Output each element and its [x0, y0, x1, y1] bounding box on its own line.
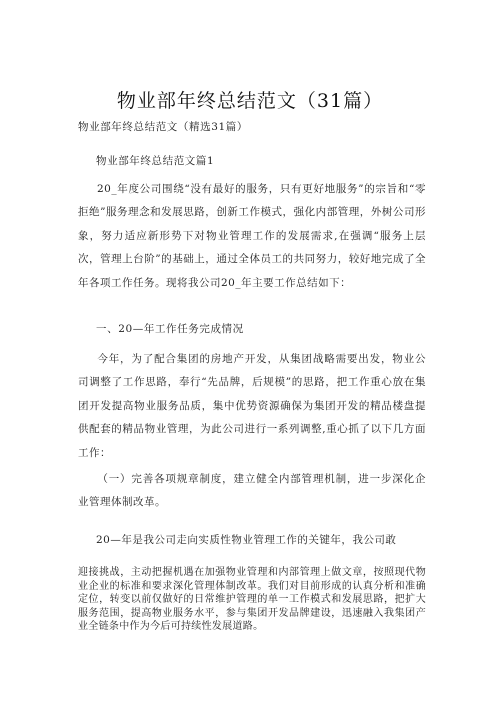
paragraph-challenge: 迎接挑战，主动把握机遇在加强物业管理和内部管理上做文章，按照现代物业企业的标准和要求深化管理体制改革。我们对目前形成的认真分析和准确定位，转变以前仅做好的日常维护管理的单一工作模式和发展思路，把扩大服务范围，提高物业服务水平，参与集团开发品牌建设，迅速融入我集团产业全链条中作为今后可持续性发展道路。	[78, 567, 426, 632]
paragraph-adjustment-text: 今年，为了配合集团的房地产开发，从集团战略需要出发，物业公司调整了工作思路，奉行“先品牌，后规模”的思路，把工作重心放在集团开发提高物业服务品质，集中优势资源确保为集团开发的精品楼盘提供配套的精品物业管理，为此公司进行一系列调整,重心抓了以下几方面工作：	[78, 353, 426, 459]
heading-task-completion: 一、20—年工作任务完成情况	[96, 323, 244, 335]
document-subtitle: 物业部年终总结范文（精选31篇）	[78, 121, 248, 133]
paragraph-regulations-text: （一）完善各项规章制度，建立健全内部管理机制，进一步深化企业管理体制改革。	[78, 473, 426, 509]
section-heading: 物业部年终总结范文篇1	[96, 155, 215, 167]
paragraph-intro	[78, 178, 426, 295]
paragraph-adjustment	[78, 348, 426, 465]
paragraph-intro-text: 20_年度公司围绕“没有最好的服务，只有更好地服务”的宗旨和“零拒绝”服务理念和发展思路，创新工作模式，强化内部管理，外树公司形象，努力适应新形势下对物业管理工作的发展需求,在强调“服务上层次，管理上台阶”的基础上，通过全体员工的共同努力，较好地完成了全年各项工作任务。现将我公司20_年主要工作总结如下：	[78, 183, 426, 289]
paragraph-key-year: 20—年是我公司走向实质性物业管理工作的关键年，我公司敢	[96, 534, 397, 546]
paragraph-regulations	[78, 468, 426, 515]
document-title: 物业部年终总结范文（31篇）	[116, 90, 384, 112]
